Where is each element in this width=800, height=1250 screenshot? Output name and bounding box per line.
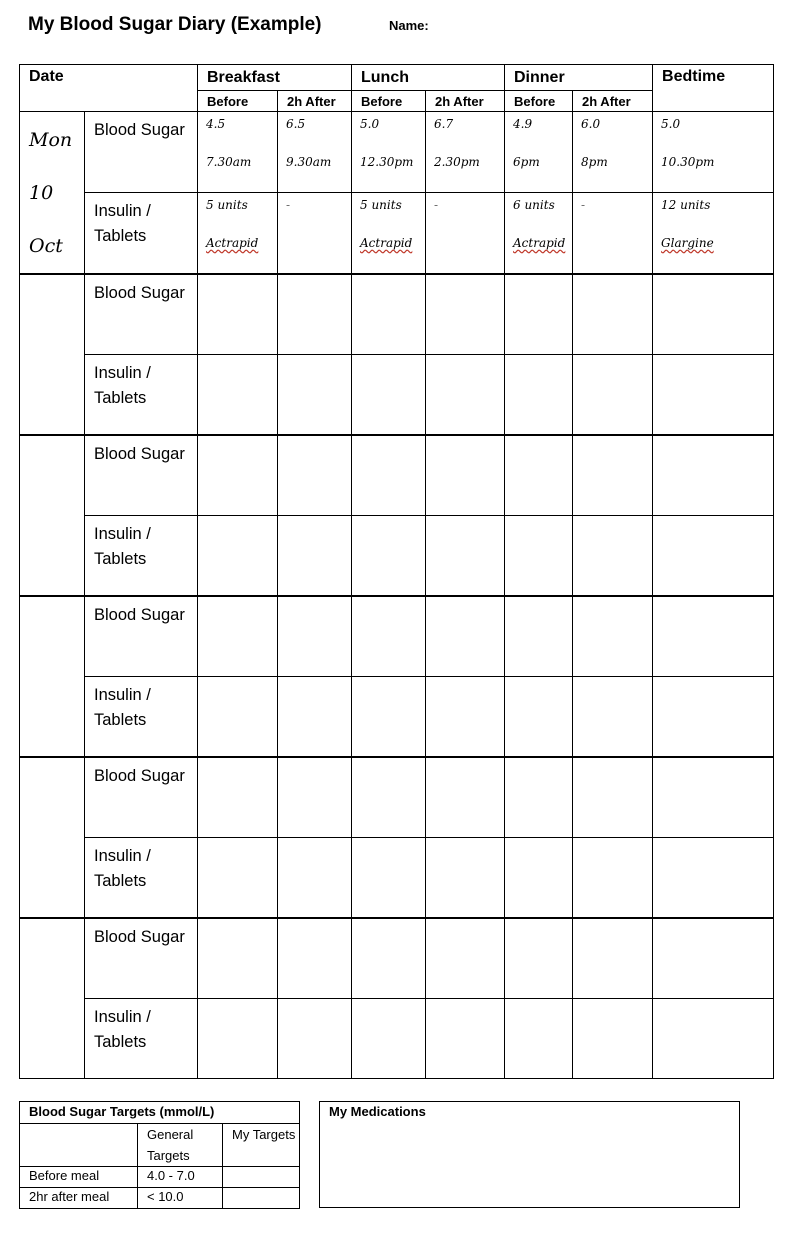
insulin-entry-cell[interactable] xyxy=(573,838,653,919)
insulin-entry-cell[interactable] xyxy=(278,355,352,436)
sugar-entry-cell[interactable] xyxy=(352,596,426,677)
sugar-entry-cell[interactable] xyxy=(653,918,774,999)
insulin-entry-cell[interactable] xyxy=(573,516,653,597)
insulin-entry-cell[interactable] xyxy=(352,677,426,758)
general-target-value: 4.0 - 7.0 xyxy=(138,1167,223,1188)
sugar-entry-cell[interactable] xyxy=(653,757,774,838)
insulin-entry-cell[interactable] xyxy=(278,516,352,597)
target-row-label: Before meal xyxy=(20,1167,138,1188)
sugar-entry-cell[interactable] xyxy=(505,918,573,999)
insulin-dose: - xyxy=(434,197,439,212)
example-sugar-cell[interactable] xyxy=(505,112,573,193)
insulin-entry-cell[interactable] xyxy=(505,838,573,919)
insulin-name: Actrapid xyxy=(360,235,413,250)
day-date-cell[interactable] xyxy=(20,918,85,1079)
after-header: 2h After xyxy=(278,91,352,112)
day-sugar-row xyxy=(20,918,774,999)
sugar-entry-cell[interactable] xyxy=(505,757,573,838)
day-insulin-row xyxy=(20,838,774,919)
example-insulin-cell[interactable] xyxy=(573,192,653,274)
blood-sugar-label: Blood Sugar xyxy=(85,274,198,355)
insulin-entry-cell[interactable] xyxy=(653,999,774,1079)
insulin-entry-cell[interactable] xyxy=(278,838,352,919)
insulin-dose: 6 units xyxy=(513,197,555,212)
sugar-entry-cell[interactable] xyxy=(426,274,505,355)
sugar-value: 6.0 xyxy=(581,117,601,131)
sugar-value: 4.9 xyxy=(513,117,533,131)
insulin-entry-cell[interactable] xyxy=(426,677,505,758)
example-day-number: 10 xyxy=(29,182,54,204)
example-day: Mon xyxy=(29,129,73,151)
example-insulin-cell[interactable] xyxy=(426,192,505,274)
insulin-entry-cell[interactable] xyxy=(278,999,352,1079)
insulin-entry-cell[interactable] xyxy=(198,516,278,597)
insulin-entry-cell[interactable] xyxy=(426,999,505,1079)
example-sugar-cell[interactable] xyxy=(352,112,426,193)
example-date xyxy=(20,112,85,275)
insulin-label: Insulin / Tablets xyxy=(85,192,198,274)
insulin-entry-cell[interactable] xyxy=(426,838,505,919)
sugar-entry-cell[interactable] xyxy=(426,757,505,838)
before-header: Before xyxy=(505,91,573,112)
my-target-cell[interactable] xyxy=(223,1188,300,1209)
meal-header-row xyxy=(20,65,774,91)
day-sugar-row xyxy=(20,596,774,677)
insulin-entry-cell[interactable] xyxy=(573,677,653,758)
day-insulin-row xyxy=(20,355,774,436)
sugar-time: 8pm xyxy=(581,155,608,169)
sugar-entry-cell[interactable] xyxy=(653,596,774,677)
day-insulin-row xyxy=(20,677,774,758)
dinner-header: Dinner xyxy=(505,65,653,91)
name-label: Name: xyxy=(389,18,429,33)
lunch-header: Lunch xyxy=(352,65,505,91)
sugar-entry-cell[interactable] xyxy=(573,274,653,355)
blood-sugar-label: Blood Sugar xyxy=(85,435,198,516)
targets-table xyxy=(19,1101,300,1209)
sugar-entry-cell[interactable] xyxy=(426,596,505,677)
example-sugar-cell[interactable] xyxy=(573,112,653,193)
diary-table xyxy=(19,64,774,1079)
sugar-entry-cell[interactable] xyxy=(278,757,352,838)
targets-corner xyxy=(20,1124,138,1167)
insulin-entry-cell[interactable] xyxy=(653,516,774,597)
insulin-label: Insulin / Tablets xyxy=(85,999,198,1079)
example-insulin-cell[interactable] xyxy=(505,192,573,274)
insulin-entry-cell[interactable] xyxy=(352,999,426,1079)
insulin-entry-cell[interactable] xyxy=(505,677,573,758)
targets-title: Blood Sugar Targets (mmol/L) xyxy=(20,1102,300,1124)
sugar-time: 9.30am xyxy=(286,155,332,169)
example-sugar-cell[interactable] xyxy=(198,112,278,193)
sugar-entry-cell[interactable] xyxy=(198,435,278,516)
insulin-entry-cell[interactable] xyxy=(505,355,573,436)
insulin-label: Insulin / Tablets xyxy=(85,838,198,919)
after-header: 2h After xyxy=(573,91,653,112)
blood-sugar-label: Blood Sugar xyxy=(85,757,198,838)
sugar-entry-cell[interactable] xyxy=(278,274,352,355)
before-header: Before xyxy=(352,91,426,112)
sugar-entry-cell[interactable] xyxy=(426,435,505,516)
sugar-entry-cell[interactable] xyxy=(352,274,426,355)
sugar-entry-cell[interactable] xyxy=(573,757,653,838)
example-sugar-cell[interactable] xyxy=(426,112,505,193)
blood-sugar-label: Blood Sugar xyxy=(85,596,198,677)
sugar-entry-cell[interactable] xyxy=(505,435,573,516)
target-row-label: 2hr after meal xyxy=(20,1188,138,1209)
after-header: 2h After xyxy=(426,91,505,112)
insulin-entry-cell[interactable] xyxy=(352,838,426,919)
date-header: Date xyxy=(20,65,198,112)
sugar-entry-cell[interactable] xyxy=(653,274,774,355)
sugar-entry-cell[interactable] xyxy=(653,435,774,516)
sugar-value: 6.5 xyxy=(286,117,306,131)
example-sugar-cell[interactable] xyxy=(653,112,774,193)
sugar-entry-cell[interactable] xyxy=(198,757,278,838)
sugar-time: 7.30am xyxy=(206,155,252,169)
medications-title: My Medications xyxy=(329,1104,426,1119)
sugar-entry-cell[interactable] xyxy=(278,918,352,999)
insulin-entry-cell[interactable] xyxy=(198,838,278,919)
sugar-time: 10.30pm xyxy=(661,155,715,169)
insulin-entry-cell[interactable] xyxy=(573,355,653,436)
insulin-entry-cell[interactable] xyxy=(653,838,774,919)
sugar-time: 12.30pm xyxy=(360,155,414,169)
insulin-entry-cell[interactable] xyxy=(505,999,573,1079)
insulin-entry-cell[interactable] xyxy=(198,999,278,1079)
insulin-dose: - xyxy=(581,197,586,212)
example-insulin-cell[interactable] xyxy=(352,192,426,274)
insulin-name: Actrapid xyxy=(206,235,259,250)
example-month: Oct xyxy=(29,235,63,257)
sugar-time: 2.30pm xyxy=(434,155,480,169)
insulin-dose: - xyxy=(286,197,291,212)
day-date-cell[interactable] xyxy=(20,757,85,918)
insulin-entry-cell[interactable] xyxy=(653,677,774,758)
general-targets-header: General Targets xyxy=(138,1124,223,1167)
insulin-entry-cell[interactable] xyxy=(198,677,278,758)
example-insulin-cell[interactable] xyxy=(653,192,774,274)
sugar-entry-cell[interactable] xyxy=(573,918,653,999)
sugar-value: 6.7 xyxy=(434,117,454,131)
sugar-entry-cell[interactable] xyxy=(505,274,573,355)
insulin-entry-cell[interactable] xyxy=(653,355,774,436)
day-date-cell[interactable] xyxy=(20,596,85,757)
sugar-entry-cell[interactable] xyxy=(198,596,278,677)
sugar-entry-cell[interactable] xyxy=(573,435,653,516)
insulin-entry-cell[interactable] xyxy=(352,516,426,597)
sugar-entry-cell[interactable] xyxy=(352,757,426,838)
breakfast-header: Breakfast xyxy=(198,65,352,91)
day-insulin-row xyxy=(20,516,774,597)
insulin-entry-cell[interactable] xyxy=(426,516,505,597)
day-date-cell[interactable] xyxy=(20,435,85,596)
insulin-entry-cell[interactable] xyxy=(278,677,352,758)
example-insulin-cell[interactable] xyxy=(278,192,352,274)
sugar-value: 5.0 xyxy=(360,117,380,131)
day-date-cell[interactable] xyxy=(20,274,85,435)
example-insulin-row xyxy=(20,192,774,274)
insulin-label: Insulin / Tablets xyxy=(85,516,198,597)
insulin-dose: 5 units xyxy=(360,197,402,212)
sugar-value: 4.5 xyxy=(206,117,226,131)
insulin-dose: 5 units xyxy=(206,197,248,212)
example-sugar-row xyxy=(20,112,774,193)
diary-body xyxy=(20,112,774,1079)
blood-sugar-label: Blood Sugar xyxy=(85,112,198,193)
insulin-name: Actrapid xyxy=(513,235,566,250)
sugar-entry-cell[interactable] xyxy=(198,274,278,355)
insulin-entry-cell[interactable] xyxy=(505,516,573,597)
insulin-label: Insulin / Tablets xyxy=(85,355,198,436)
sugar-entry-cell[interactable] xyxy=(278,596,352,677)
sugar-entry-cell[interactable] xyxy=(352,918,426,999)
sugar-time: 6pm xyxy=(513,155,540,169)
sugar-entry-cell[interactable] xyxy=(573,596,653,677)
sugar-entry-cell[interactable] xyxy=(198,918,278,999)
day-sugar-row xyxy=(20,435,774,516)
day-insulin-row xyxy=(20,999,774,1079)
my-target-cell[interactable] xyxy=(223,1167,300,1188)
general-target-value: < 10.0 xyxy=(138,1188,223,1209)
day-sugar-row xyxy=(20,757,774,838)
day-sugar-row xyxy=(20,274,774,355)
sugar-entry-cell[interactable] xyxy=(505,596,573,677)
example-sugar-cell[interactable] xyxy=(278,112,352,193)
page-title: My Blood Sugar Diary (Example) xyxy=(28,14,322,35)
my-targets-header: My Targets xyxy=(223,1124,300,1167)
insulin-entry-cell[interactable] xyxy=(198,355,278,436)
insulin-entry-cell[interactable] xyxy=(426,355,505,436)
before-header: Before xyxy=(198,91,278,112)
insulin-entry-cell[interactable] xyxy=(573,999,653,1079)
blood-sugar-label: Blood Sugar xyxy=(85,918,198,999)
medications-box[interactable] xyxy=(319,1101,740,1208)
insulin-label: Insulin / Tablets xyxy=(85,677,198,758)
insulin-entry-cell[interactable] xyxy=(352,355,426,436)
sugar-entry-cell[interactable] xyxy=(426,918,505,999)
sugar-entry-cell[interactable] xyxy=(352,435,426,516)
insulin-dose: 12 units xyxy=(661,197,711,212)
example-insulin-cell[interactable] xyxy=(198,192,278,274)
sugar-entry-cell[interactable] xyxy=(278,435,352,516)
sugar-value: 5.0 xyxy=(661,117,681,131)
insulin-name: Glargine xyxy=(661,235,714,250)
bedtime-header: Bedtime xyxy=(653,65,774,112)
